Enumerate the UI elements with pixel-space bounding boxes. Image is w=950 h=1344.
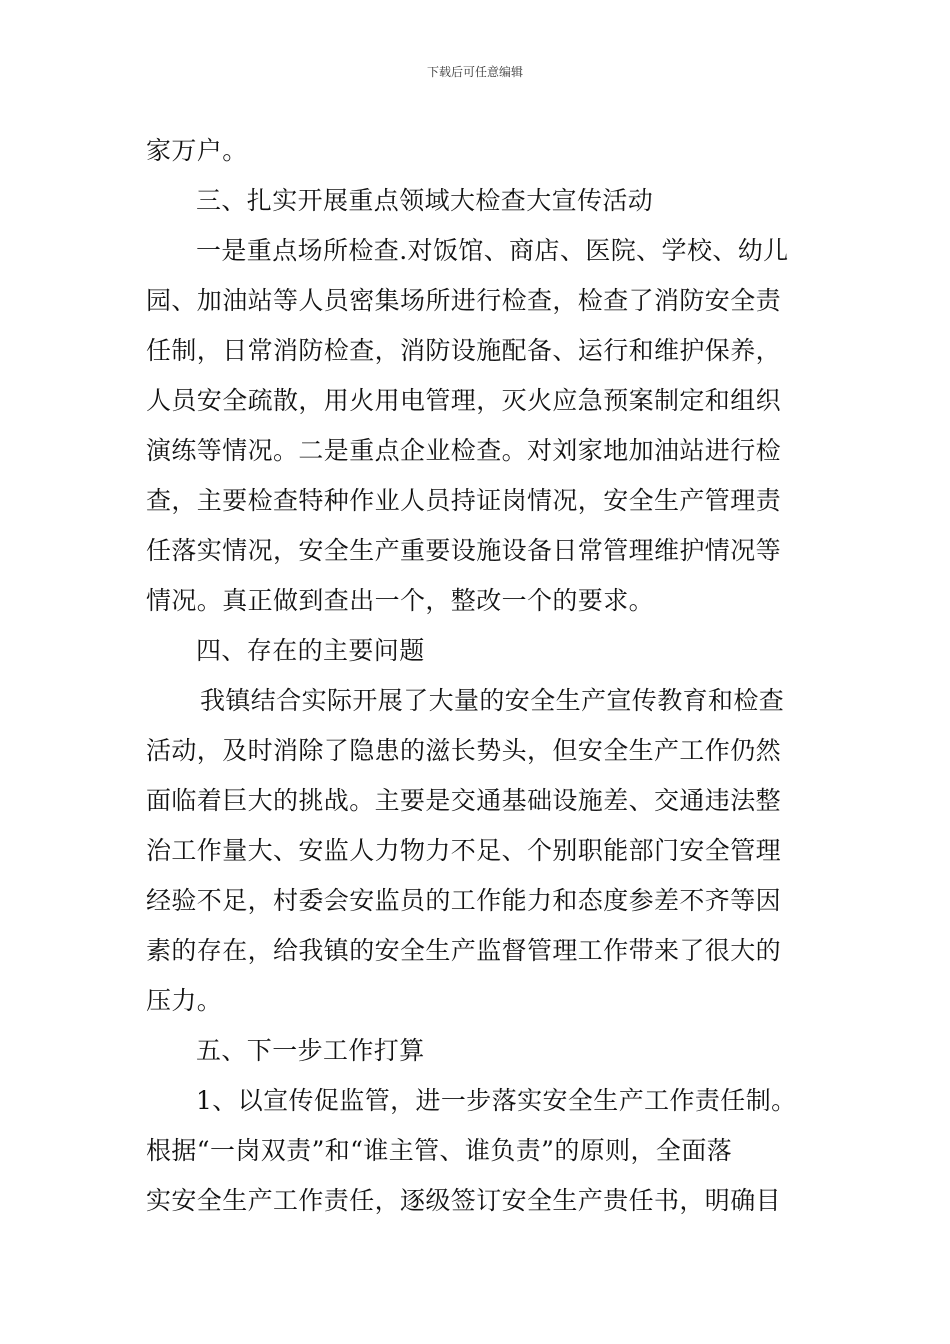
paragraph-line: 1、以宣传促监管，进一步落实安全生产工作责任制。: [196, 1086, 797, 1115]
paragraph-line: 园、加油站等人员密集场所进行检查，检查了消防安全责: [146, 286, 782, 315]
paragraph-line: 治工作量大、安监人力物力不足、个别职能部门安全管理: [146, 836, 782, 865]
section-heading-4: 四、存在的主要问题: [196, 636, 425, 665]
paragraph-line: 面临着巨大的挑战。主要是交通基础设施差、交通违法整: [146, 786, 782, 815]
paragraph-line: 经验不足，村委会安监员的工作能力和态度参差不齐等因: [146, 886, 782, 915]
section-heading-3: 三、扎实开展重点领域大检查大宣传活动: [196, 186, 654, 215]
paragraph-line: 我镇结合实际开展了大量的安全生产宣传教育和检查: [200, 686, 785, 715]
page-header: 下载后可任意编辑: [426, 65, 523, 79]
paragraph-line: 人员安全疏散，用火用电管理，灭火应急预案制定和组织: [146, 386, 782, 415]
paragraph-line: 情况。真正做到查出一个，整改一个的要求。: [146, 586, 655, 615]
paragraph-line: 任制，日常消防检查，消防设施配备、运行和维护保养，: [146, 336, 782, 365]
paragraph-line: 素的存在，给我镇的安全生产监督管理工作带来了很大的: [146, 936, 782, 965]
paragraph-line: 任落实情况，安全生产重要设施设备日常管理维护情况等: [146, 536, 782, 565]
paragraph-line: 演练等情况。二是重点企业检查。对刘家地加油站进行检: [146, 436, 782, 465]
section-heading-5: 五、下一步工作打算: [196, 1036, 425, 1065]
paragraph-line: 实安全生产工作责任，逐级签订安全生产贵任书，明确目: [146, 1186, 782, 1215]
paragraph-line: 压力。: [146, 986, 223, 1015]
paragraph-line: 家万户。: [146, 136, 248, 165]
paragraph-line: 根据“一岗双责”和“谁主管、谁负责”的原则，全面落: [146, 1136, 733, 1165]
paragraph-line: 查，主要检查特种作业人员持证岗情况，安全生产管理责: [146, 486, 782, 515]
paragraph-line: 一是重点场所检查.对饭馆、商店、医院、学校、幼儿: [196, 236, 789, 265]
document-body: [146, 126, 806, 1226]
paragraph-line: 活动，及时消除了隐患的滋长势头，但安全生产工作仍然: [146, 736, 782, 765]
